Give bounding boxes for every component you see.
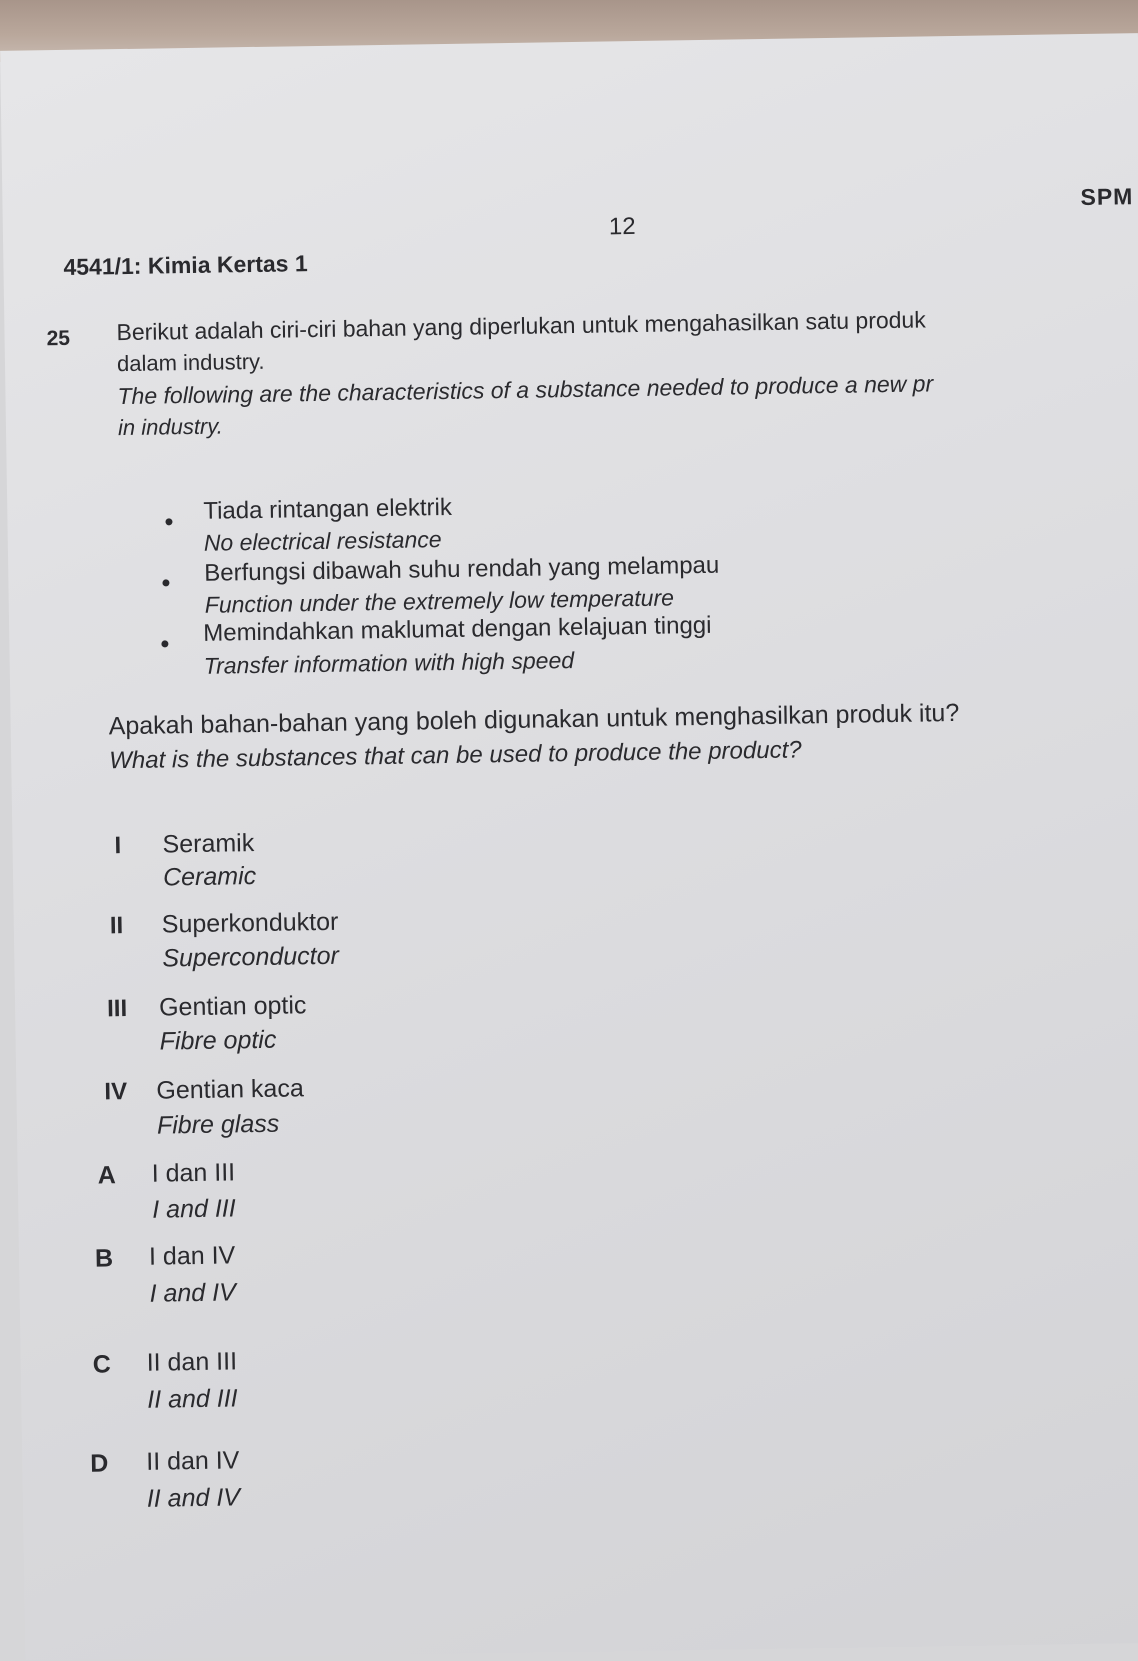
item-malay: Superkonduktor bbox=[161, 907, 339, 939]
option-malay: I dan III bbox=[151, 1158, 236, 1188]
item-english: Fibre optic bbox=[159, 1025, 277, 1056]
item-numeral: IV bbox=[104, 1078, 128, 1106]
item-malay: Gentian kaca bbox=[156, 1074, 304, 1105]
question-text-english-continued: in industry. bbox=[117, 413, 223, 441]
exam-page bbox=[0, 33, 1138, 1661]
option-malay: I dan IV bbox=[148, 1241, 236, 1271]
characteristic-english: Function under the extremely low temperature bbox=[204, 584, 675, 618]
characteristic-malay: Tiada rintangan elektrik bbox=[203, 493, 453, 525]
item-numeral: II bbox=[109, 912, 124, 940]
question-text-malay-continued: dalam industry. bbox=[116, 348, 265, 377]
prompt-malay: Apakah bahan-bahan yang boleh digunakan untuk menghasilkan produk itu? bbox=[108, 698, 960, 741]
option-malay: II dan IV bbox=[146, 1446, 240, 1476]
option-malay: II dan III bbox=[146, 1347, 238, 1377]
option-letter: D bbox=[90, 1449, 109, 1478]
item-english: Ceramic bbox=[162, 862, 257, 892]
characteristic-malay: Berfungsi dibawah suhu rendah yang melampau bbox=[204, 551, 720, 587]
characteristic-english: No electrical resistance bbox=[203, 526, 442, 556]
option-english: I and IV bbox=[149, 1278, 236, 1308]
question-text-english: The following are the characteristics of a substance needed to produce a new pr bbox=[117, 370, 934, 410]
question-number: 25 bbox=[46, 326, 71, 351]
option-letter: C bbox=[92, 1350, 111, 1379]
paper-code: 4541/1: Kimia Kertas 1 bbox=[63, 250, 308, 280]
option-english: II and III bbox=[147, 1384, 238, 1414]
item-malay: Gentian optic bbox=[158, 991, 307, 1022]
prompt-english: What is the substances that can be used to produce the product? bbox=[109, 736, 802, 775]
exam-badge: SPM bbox=[1080, 183, 1134, 210]
bullet-icon bbox=[162, 579, 169, 586]
item-english: Fibre glass bbox=[156, 1109, 280, 1140]
bullet-icon bbox=[161, 640, 168, 647]
characteristic-english: Transfer information with high speed bbox=[203, 646, 575, 679]
item-english: Superconductor bbox=[162, 941, 340, 973]
item-malay: Seramik bbox=[162, 829, 255, 859]
option-english: II and IV bbox=[146, 1483, 241, 1513]
option-english: I and III bbox=[152, 1194, 236, 1224]
item-numeral: I bbox=[114, 832, 122, 860]
option-letter: B bbox=[94, 1244, 114, 1273]
question-text-malay: Berikut adalah ciri-ciri bahan yang diperlukan untuk mengahasilkan satu produk bbox=[116, 306, 926, 346]
item-numeral: III bbox=[106, 995, 128, 1023]
page-number: 12 bbox=[608, 212, 636, 241]
characteristic-malay: Memindahkan maklumat dengan kelajuan tinggi bbox=[203, 611, 712, 647]
bullet-icon bbox=[165, 518, 172, 525]
option-letter: A bbox=[97, 1161, 117, 1190]
